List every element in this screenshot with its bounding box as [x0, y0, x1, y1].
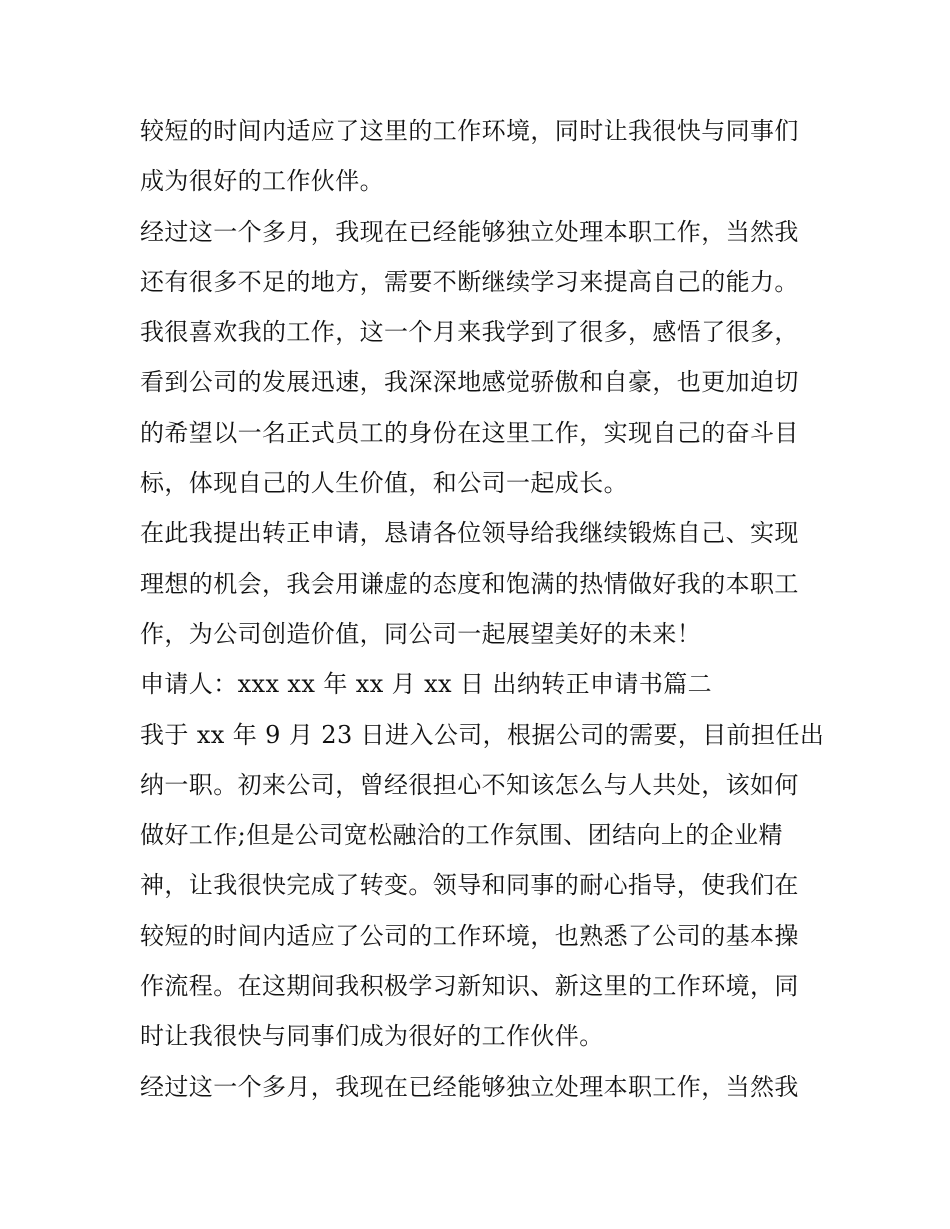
- text-line: 时让我很快与同事们成为很好的工作伙伴。: [140, 1022, 604, 1051]
- text-line: 理想的机会，我会用谦虚的态度和饱满的热情做好我的本职工: [140, 569, 799, 598]
- text-line: 经过这一个多月，我现在已经能够独立处理本职工作，当然我: [140, 217, 799, 246]
- text-line: 在此我提出转正申请，恳请各位领导给我继续锻炼自己、实现: [140, 519, 799, 548]
- text-line: 我于 xx 年 9 月 23 日进入公司，根据公司的需要，目前担任出: [140, 720, 825, 749]
- text-line: 标，体现自己的人生价值，和公司一起成长。: [140, 469, 628, 498]
- text-line: 我很喜欢我的工作，这一个月来我学到了很多，感悟了很多，: [140, 318, 799, 347]
- text-line: 纳一职。初来公司，曾经很担心不知该怎么与人共处，该如何: [140, 770, 799, 799]
- document-body: [140, 106, 825, 1112]
- text-line: 成为很好的工作伙伴。: [140, 167, 384, 196]
- text-line: 作，为公司创造价值，同公司一起展望美好的未来！: [140, 619, 702, 648]
- signature-line: 申请人：xxx xx 年 xx 月 xx 日 出纳转正申请书篇二: [140, 670, 713, 699]
- text-line: 作流程。在这期间我积极学习新知识、新这里的工作环境，同: [140, 972, 799, 1001]
- text-line: 还有很多不足的地方，需要不断继续学习来提高自己的能力。: [140, 267, 799, 296]
- text-line: 神，让我很快完成了转变。领导和同事的耐心指导，使我们在: [140, 871, 799, 900]
- text-line: 较短的时间内适应了公司的工作环境，也熟悉了公司的基本操: [140, 921, 799, 950]
- text-line: 做好工作;但是公司宽松融洽的工作氛围、团结向上的企业精: [140, 821, 783, 850]
- text-line: 经过这一个多月，我现在已经能够独立处理本职工作，当然我: [140, 1072, 799, 1101]
- text-line: 较短的时间内适应了这里的工作环境，同时让我很快与同事们: [140, 117, 799, 145]
- text-line: 的希望以一名正式员工的身份在这里工作，实现自己的奋斗目: [140, 418, 799, 447]
- text-line: 看到公司的发展迅速，我深深地感觉骄傲和自豪，也更加迫切: [140, 368, 799, 397]
